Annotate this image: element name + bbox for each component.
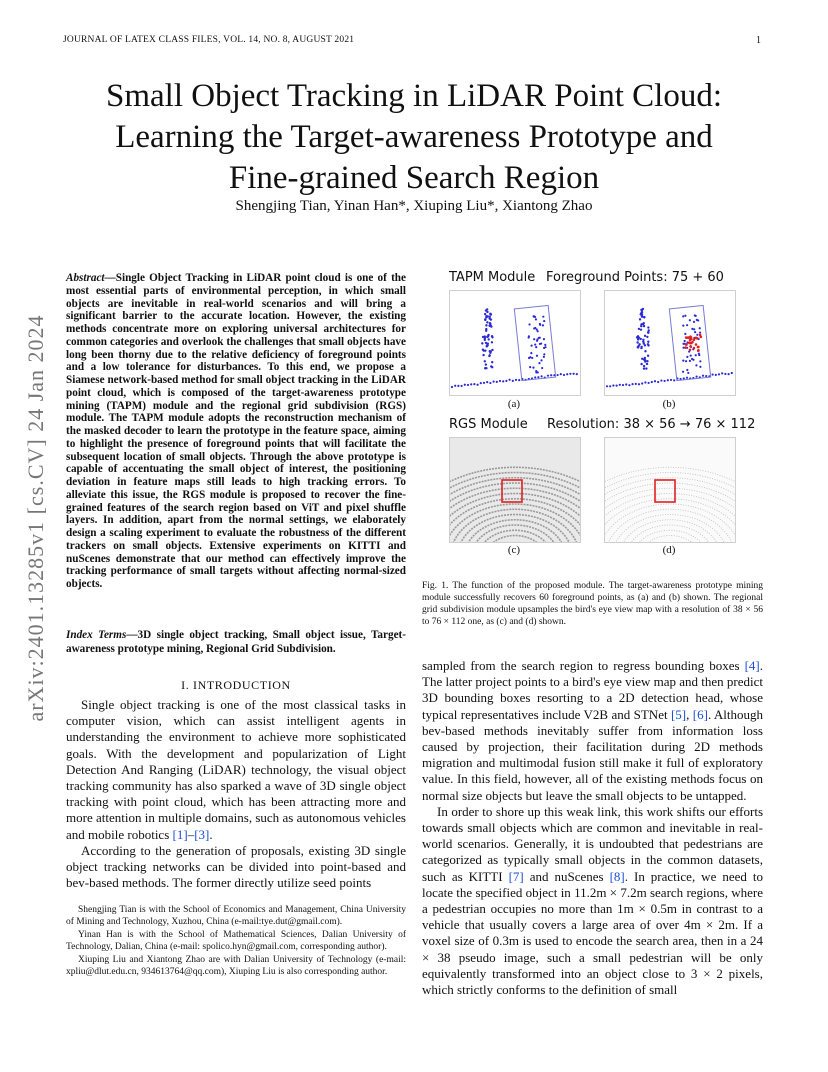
point bbox=[530, 352, 532, 354]
point bbox=[536, 340, 538, 342]
point bbox=[538, 337, 540, 339]
point-cloud-plot bbox=[605, 291, 735, 395]
point bbox=[544, 344, 546, 346]
point bbox=[689, 319, 691, 321]
citation-link[interactable]: [8] bbox=[609, 868, 625, 884]
point bbox=[560, 373, 562, 375]
point bbox=[721, 372, 723, 374]
point bbox=[643, 358, 645, 360]
point bbox=[699, 327, 701, 329]
point bbox=[646, 336, 648, 338]
bev-map-plot bbox=[450, 438, 580, 542]
point bbox=[557, 374, 559, 376]
point bbox=[728, 373, 730, 375]
point bbox=[489, 352, 491, 354]
point bbox=[543, 320, 545, 322]
point bbox=[542, 324, 544, 326]
title-line: Learning the Target-awareness Prototype and bbox=[115, 119, 713, 155]
point bbox=[640, 309, 642, 311]
point bbox=[547, 375, 549, 377]
point bbox=[619, 384, 621, 386]
point bbox=[533, 338, 535, 340]
point bbox=[467, 384, 469, 386]
text-run: In order to shore up this weak link, this work shifts our efforts towards small objects which are common and inevitable in real-world scenarios. Generally, it is undoubted that pedestrians are categorized as typically small objects in the common datasets, such as KITTI bbox=[422, 803, 763, 884]
subfigure-label: (a) bbox=[507, 398, 521, 410]
text-run: Single object tracking is one of the most classical tasks in computer vision, which can assist intelligent agents in understanding the environment to achieve more sophisticated goals. With the development and popularization of Light Detection And Ranging (LiDAR) technology, the visual object tracking community has also sparked a wave of 3D single object tracking with point cloud, which has been attracting more and more attention in multiple domains, such as autonomous vehicles and mobile robotics bbox=[66, 697, 406, 842]
point bbox=[502, 380, 504, 382]
point bbox=[566, 373, 568, 375]
point bbox=[682, 359, 684, 361]
point bbox=[699, 332, 701, 334]
point bbox=[647, 343, 649, 345]
point bbox=[724, 373, 726, 375]
text-run: . Although bev-based methods inevitably suffer from information loss caused by projection, their facilitation during 2D methods migration and multimodal fusion still make it full of exploratory value. In this field, however, all of the existing methods focus on normal size objects but leave the small objects to be untapped. bbox=[422, 706, 763, 803]
citation-link[interactable]: [3] bbox=[194, 826, 210, 842]
highlighted-point bbox=[697, 349, 700, 352]
highlighted-point bbox=[697, 346, 700, 349]
point bbox=[686, 369, 688, 371]
point bbox=[640, 347, 642, 349]
bev-background bbox=[605, 438, 735, 542]
point bbox=[682, 324, 684, 326]
highlighted-point bbox=[689, 348, 692, 351]
citation-link[interactable]: [7] bbox=[508, 868, 524, 884]
point bbox=[636, 336, 638, 338]
paper-title bbox=[60, 76, 768, 199]
point bbox=[695, 315, 697, 317]
point bbox=[491, 336, 493, 338]
highlighted-point bbox=[684, 346, 687, 349]
point bbox=[531, 357, 533, 359]
point bbox=[638, 383, 640, 385]
abstract-text: —Single Object Tracking in LiDAR point cloud is one of the most essential parts of environmental perception, in which small objects are inevitable in real-world scenarios and will bring a significant barrier to the accurate location. However, the existing methods concentrate more on exploring universal architectures for common categories and overlook the challenges that small objects have long been thorny due to the relative deficiency of foreground points and a low tolerance for disturbances. To this end, we propose a Siamese network-based method for small object tracking in the LiDAR point cloud, which is composed of the target-awareness prototype mining (TAPM) module and the regional grid subdivision (RGS) module. The TAPM module adopts the reconstruction mechanism of the masked decoder to learn the prototype in the feature space, aiming to highlight the presence of foreground points that will facilitate the subsequent location of small objects. Through the above prototype is capable of accentuating the small object of interest, the positioning deviation in feature maps still leads to high tracking errors. To alleviate this issue, the RGS module is proposed to recover the fine-grained features of the search region based on ViT and pixel shuffle layers. In addition, apart from the normal settings, we elaborately design a scaling experiment to evaluate the robustness of the different trackers on small objects. Extensive experiments on KITTI and nuScenes demonstrate that our method can effectively improve the tracking performance of small targets without affecting normal-sized objects. bbox=[66, 272, 406, 590]
highlighted-point bbox=[689, 345, 692, 348]
point bbox=[541, 367, 543, 369]
point bbox=[712, 373, 714, 375]
section-heading: I. INTRODUCTION bbox=[181, 678, 291, 692]
point bbox=[484, 318, 486, 320]
point bbox=[642, 339, 644, 341]
highlighted-point bbox=[685, 336, 688, 339]
point bbox=[616, 385, 618, 387]
highlighted-point bbox=[693, 347, 696, 350]
point bbox=[698, 353, 700, 355]
figure-panel-d bbox=[604, 437, 736, 543]
point bbox=[569, 373, 571, 375]
highlighted-point bbox=[695, 337, 698, 340]
footnotes bbox=[66, 905, 406, 980]
point bbox=[535, 318, 537, 320]
point bbox=[480, 382, 482, 384]
point bbox=[486, 321, 488, 323]
point bbox=[682, 347, 684, 349]
point bbox=[632, 383, 634, 385]
point bbox=[542, 316, 544, 318]
point bbox=[686, 377, 688, 379]
point bbox=[529, 356, 531, 358]
point bbox=[705, 375, 707, 377]
point bbox=[473, 383, 475, 385]
point bbox=[699, 366, 701, 368]
point bbox=[647, 341, 649, 343]
point bbox=[533, 327, 535, 329]
highlighted-point bbox=[690, 342, 693, 345]
text-run: , bbox=[686, 706, 693, 722]
point bbox=[485, 316, 487, 318]
figure-label-rgs: RGS Module bbox=[449, 417, 528, 432]
point bbox=[646, 363, 648, 365]
point bbox=[695, 354, 697, 356]
point bbox=[628, 384, 630, 386]
point bbox=[484, 349, 486, 351]
text-run: and nuScenes bbox=[523, 868, 610, 884]
text-run: sampled from the search region to regress bounding boxes bbox=[422, 658, 745, 673]
arxiv-stamp: arXiv:2401.13285v1 [cs.CV] 24 Jan 2024 bbox=[23, 314, 48, 722]
point bbox=[573, 373, 575, 375]
point bbox=[512, 380, 514, 382]
point bbox=[529, 366, 531, 368]
point bbox=[639, 318, 641, 320]
point bbox=[718, 373, 720, 375]
abstract-lead: Abstract bbox=[66, 272, 105, 284]
point bbox=[536, 355, 538, 357]
paragraph bbox=[422, 804, 763, 998]
figure-label-foreground: Foreground Points: 75 + 60 bbox=[546, 270, 724, 285]
point-cloud-plot bbox=[450, 291, 580, 395]
point bbox=[715, 374, 717, 376]
point bbox=[482, 336, 484, 338]
page-number: 1 bbox=[756, 35, 761, 46]
point bbox=[696, 376, 698, 378]
citation-link[interactable]: [5] bbox=[670, 706, 687, 722]
point bbox=[638, 345, 640, 347]
point bbox=[486, 381, 488, 383]
abstract bbox=[66, 272, 406, 591]
point bbox=[485, 342, 487, 344]
point bbox=[686, 324, 688, 326]
point bbox=[606, 385, 608, 387]
point bbox=[543, 338, 545, 340]
point bbox=[644, 344, 646, 346]
point bbox=[699, 360, 701, 362]
point bbox=[673, 379, 675, 381]
highlighted-point bbox=[700, 336, 703, 339]
point bbox=[648, 329, 650, 331]
point bbox=[531, 345, 533, 347]
point bbox=[642, 323, 644, 325]
point bbox=[693, 328, 695, 330]
point bbox=[638, 328, 640, 330]
point bbox=[667, 379, 669, 381]
point bbox=[643, 367, 645, 369]
figure-label-resolution: Resolution: 38 × 56 → 76 × 112 bbox=[547, 417, 756, 432]
point bbox=[535, 346, 537, 348]
point bbox=[694, 331, 696, 333]
text-run: . bbox=[209, 826, 213, 842]
point bbox=[644, 335, 646, 337]
point bbox=[683, 377, 685, 379]
point bbox=[489, 322, 491, 324]
point bbox=[643, 325, 645, 327]
point bbox=[485, 309, 487, 311]
citation-link[interactable]: [1] bbox=[172, 826, 188, 842]
point bbox=[534, 316, 536, 318]
point bbox=[637, 338, 639, 340]
subfigure-label: (c) bbox=[507, 544, 521, 556]
point bbox=[489, 316, 491, 318]
point bbox=[640, 313, 642, 315]
figure-label-tapm: TAPM Module bbox=[449, 270, 536, 285]
point bbox=[563, 374, 565, 376]
point bbox=[493, 381, 495, 383]
point bbox=[505, 380, 507, 382]
point bbox=[689, 360, 691, 362]
point bbox=[477, 384, 479, 386]
point bbox=[550, 374, 552, 376]
point bbox=[489, 382, 491, 384]
point bbox=[540, 342, 542, 344]
figure-caption: Fig. 1. The function of the proposed module. The target-awareness prototype mining module successfully recovers 60 foreground points, as (a) and (b) shown. The regional grid subdivision module upsamples the bird's eye view map with a resolution of 38 × 56 to 76 × 112 one, as (c) and (d) shown. bbox=[422, 581, 763, 627]
point bbox=[641, 382, 643, 384]
point bbox=[543, 353, 545, 355]
point bbox=[509, 379, 511, 381]
author-list: Shengjing Tian, Yinan Han*, Xiuping Liu*, Xiantong Zhao bbox=[235, 198, 593, 214]
point bbox=[635, 383, 637, 385]
point bbox=[640, 338, 642, 340]
point bbox=[539, 324, 541, 326]
figure-panel-a bbox=[449, 290, 581, 396]
index-terms-lead: Index Terms bbox=[66, 629, 127, 641]
point bbox=[484, 360, 486, 362]
footnote: Yinan Han is with the School of Mathematical Sciences, Dalian University of Technology, Dalian, China (e-mail: spolico.hyn@gmail.com, corresponding author). bbox=[66, 930, 406, 952]
figure-panel-b bbox=[604, 290, 736, 396]
point bbox=[543, 347, 545, 349]
footnote: Xiuping Liu and Xiantong Zhao are with Dalian University of Technology (e-mail: xpliu@dlut.edu.cn, 934613764@qq.com), Xiuping Liu is also corresponding author. bbox=[66, 955, 406, 977]
point bbox=[682, 315, 684, 317]
point bbox=[518, 379, 520, 381]
point bbox=[685, 360, 687, 362]
intro-left-column bbox=[66, 697, 406, 891]
point bbox=[646, 360, 648, 362]
point bbox=[541, 375, 543, 377]
point bbox=[470, 383, 472, 385]
point bbox=[543, 356, 545, 358]
point bbox=[481, 342, 483, 344]
bev-map-plot bbox=[605, 438, 735, 542]
point bbox=[537, 376, 539, 378]
bev-background bbox=[450, 438, 580, 542]
title-line: Fine-grained Search Region bbox=[228, 160, 600, 196]
point bbox=[534, 343, 536, 345]
point bbox=[697, 319, 699, 321]
point bbox=[643, 365, 645, 367]
paragraph bbox=[422, 658, 763, 804]
point bbox=[483, 382, 485, 384]
point bbox=[644, 350, 646, 352]
point bbox=[528, 323, 530, 325]
point bbox=[485, 324, 487, 326]
citation-link[interactable]: [6] bbox=[692, 706, 708, 722]
point bbox=[499, 380, 501, 382]
point bbox=[490, 365, 492, 367]
point bbox=[687, 372, 689, 374]
point bbox=[684, 333, 686, 335]
point bbox=[576, 373, 578, 375]
point bbox=[693, 321, 695, 323]
point bbox=[532, 367, 534, 369]
point bbox=[682, 371, 684, 373]
point bbox=[692, 359, 694, 361]
point bbox=[486, 344, 488, 346]
point bbox=[612, 384, 614, 386]
point bbox=[535, 371, 537, 373]
point bbox=[647, 355, 649, 357]
point bbox=[654, 380, 656, 382]
point bbox=[488, 338, 490, 340]
point bbox=[538, 362, 540, 364]
point bbox=[647, 326, 649, 328]
point bbox=[702, 375, 704, 377]
title-line: Small Object Tracking in LiDAR Point Cloud: bbox=[105, 78, 723, 114]
highlighted-point bbox=[695, 343, 698, 346]
point bbox=[684, 340, 686, 342]
point bbox=[686, 356, 688, 358]
point bbox=[490, 324, 492, 326]
highlighted-point bbox=[685, 343, 688, 346]
point bbox=[648, 382, 650, 384]
point bbox=[528, 336, 530, 338]
subfigure-label: (d) bbox=[662, 544, 676, 556]
point bbox=[640, 328, 642, 330]
intro-right-column bbox=[422, 658, 763, 998]
point bbox=[485, 363, 487, 365]
text-run: – bbox=[187, 826, 195, 842]
point bbox=[695, 364, 697, 366]
text-run: . The latter project points to a bird's eye view map and then predict 3D bounding boxes resorting to a 2D detection head, whose typical representatives include V2B and STNet bbox=[422, 658, 763, 722]
point bbox=[731, 372, 733, 374]
point bbox=[496, 381, 498, 383]
point bbox=[485, 328, 487, 330]
index-terms-text: —3D single object tracking, Small object issue, Target-awareness prototype mining, Regional Grid Subdivision. bbox=[66, 629, 406, 655]
point bbox=[491, 341, 493, 343]
point bbox=[625, 383, 627, 385]
point bbox=[690, 355, 692, 357]
point bbox=[491, 349, 493, 351]
point bbox=[461, 385, 463, 387]
point bbox=[640, 363, 642, 365]
point bbox=[491, 361, 493, 363]
point bbox=[622, 384, 624, 386]
figure-panel-c bbox=[449, 437, 581, 543]
point bbox=[490, 313, 492, 315]
point bbox=[451, 386, 453, 388]
point bbox=[645, 367, 647, 369]
point bbox=[651, 381, 653, 383]
index-terms bbox=[66, 629, 406, 656]
point bbox=[482, 354, 484, 356]
point bbox=[457, 385, 459, 387]
paragraph: According to the generation of proposals, existing 3D single object tracking networks can be divided into point-based and bev-based methods. The former directly utilize seed points bbox=[66, 842, 406, 891]
highlighted-point bbox=[693, 338, 696, 341]
point bbox=[488, 354, 490, 356]
point bbox=[540, 359, 542, 361]
running-header: JOURNAL OF LATEX CLASS FILES, VOL. 14, NO. 8, AUGUST 2021 bbox=[63, 35, 355, 45]
paragraph bbox=[66, 697, 406, 843]
point bbox=[644, 381, 646, 383]
point bbox=[515, 379, 517, 381]
point bbox=[636, 341, 638, 343]
point bbox=[691, 328, 693, 330]
point bbox=[696, 334, 698, 336]
point bbox=[537, 330, 539, 332]
citation-link[interactable]: [4] bbox=[744, 658, 760, 673]
point bbox=[464, 384, 466, 386]
point bbox=[485, 367, 487, 369]
point bbox=[657, 381, 659, 383]
point bbox=[664, 380, 666, 382]
text-run: . In practice, we need to locate the specified object in 11.2m × 7.2m search regions, where a pedestrian occupies no more than 1m × 0.5m in contrast to a vehicle that usually covers a large area of over 4m × 2m. If a voxel size of 0.3m is used to encode the search area, then in a 24 × 38 pseudo image, such a small pedestrian will be only equivalently transformed into an object close to 3 × 2 pixels, which strictly conforms to the definition of small bbox=[422, 868, 763, 998]
point bbox=[454, 385, 456, 387]
point bbox=[670, 379, 672, 381]
point bbox=[484, 313, 486, 315]
subfigure-label: (b) bbox=[662, 398, 676, 410]
point bbox=[660, 379, 662, 381]
point bbox=[486, 336, 488, 338]
point bbox=[684, 315, 686, 317]
footnote: Shengjing Tian is with the School of Economics and Management, China University of Mining and Technology, Xuzhou, China (e-mail:tye.dut@gmail.com). bbox=[66, 905, 406, 927]
point bbox=[534, 376, 536, 378]
point bbox=[644, 360, 646, 362]
highlighted-point bbox=[689, 335, 692, 338]
point bbox=[609, 385, 611, 387]
